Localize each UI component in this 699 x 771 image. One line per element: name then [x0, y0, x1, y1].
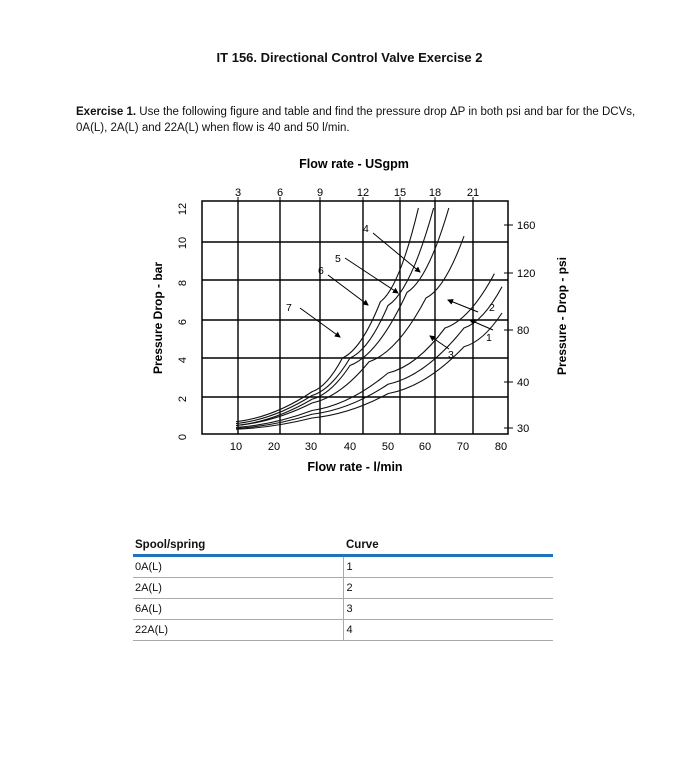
header-spool: Spool/spring — [135, 539, 206, 551]
exercise-text: Use the following figure and table and find the pressure drop ΔP in both psi and bar for the DCVs, 0A(L), 2A(L) and 22A(L) when flow is 40 and 50 l/min. — [76, 106, 636, 134]
bottom-axis-ticks — [230, 441, 507, 453]
top-tick-label: 12 — [356, 187, 370, 199]
left-tick-label: 4 — [177, 356, 189, 364]
left-tick-label: 10 — [177, 236, 189, 250]
curves — [236, 208, 502, 429]
right-tick-label: 120 — [517, 268, 536, 280]
cell-curve: 1 — [343, 556, 553, 578]
table-row — [133, 620, 553, 641]
cell-curve: 3 — [343, 599, 553, 620]
curve-label-7: 7 — [286, 302, 292, 314]
exercise-label: Exercise 1. — [76, 106, 137, 118]
right-tick-label: 160 — [517, 220, 536, 232]
left-tick-label: 12 — [177, 202, 189, 216]
cell-spool: 6A(L) — [133, 599, 343, 620]
right-tick-label: 30 — [517, 423, 530, 435]
table-row — [133, 599, 553, 620]
bottom-tick-label: 80 — [494, 441, 508, 453]
left-tick-label: 2 — [177, 395, 189, 403]
spool-curve-table — [133, 537, 553, 641]
right-tick-label: 40 — [517, 377, 530, 389]
curve-label-5: 5 — [335, 253, 341, 265]
cell-curve: 4 — [343, 620, 553, 641]
bottom-tick-label: 30 — [304, 441, 318, 453]
curve-label-4: 4 — [363, 223, 369, 235]
table-row — [133, 556, 553, 578]
x-axis-label: Flow rate - l/min — [307, 460, 403, 474]
top-tick-label: 9 — [316, 187, 324, 199]
y2-axis-label: Pressure - Drop - psi — [555, 256, 569, 376]
curve-label-3: 3 — [448, 349, 454, 361]
chart-top-title: Flow rate - USgpm — [299, 157, 409, 171]
left-axis-ticks — [177, 203, 189, 440]
bottom-tick-label: 60 — [418, 441, 432, 453]
bottom-tick-label: 20 — [267, 441, 281, 453]
bottom-tick-label: 50 — [381, 441, 395, 453]
curve-label-2: 2 — [489, 302, 495, 314]
left-tick-label: 6 — [177, 318, 189, 326]
top-tick-label: 6 — [276, 187, 284, 199]
cell-spool: 22A(L) — [133, 620, 343, 641]
bottom-tick-label: 70 — [456, 441, 470, 453]
table-row — [133, 578, 553, 599]
cell-spool: 0A(L) — [133, 556, 343, 578]
top-tick-label: 18 — [428, 187, 442, 199]
curve-label-6: 6 — [318, 265, 324, 277]
cell-curve: 2 — [343, 578, 553, 599]
y-axis-label: Pressure Drop - bar — [151, 261, 165, 375]
cell-spool: 2A(L) — [133, 578, 343, 599]
left-tick-label: 8 — [177, 279, 189, 287]
header-curve: Curve — [346, 539, 379, 551]
top-axis-ticks — [235, 187, 479, 205]
right-tick-label: 80 — [517, 325, 530, 337]
curve-annotations — [286, 223, 495, 361]
bottom-tick-label: 10 — [229, 441, 243, 453]
curve-label-1: 1 — [486, 332, 492, 344]
page-title: IT 156. Directional Control Valve Exercise 2 — [216, 50, 483, 65]
top-tick-label: 3 — [234, 187, 242, 199]
top-tick-label: 15 — [393, 187, 407, 199]
left-tick-label: 0 — [177, 433, 189, 441]
bottom-tick-label: 40 — [343, 441, 357, 453]
top-tick-label: 21 — [466, 187, 480, 199]
curve-7 — [236, 208, 418, 422]
curve-5 — [236, 208, 449, 426]
table-header-row — [133, 537, 553, 556]
curve-6 — [236, 208, 434, 424]
